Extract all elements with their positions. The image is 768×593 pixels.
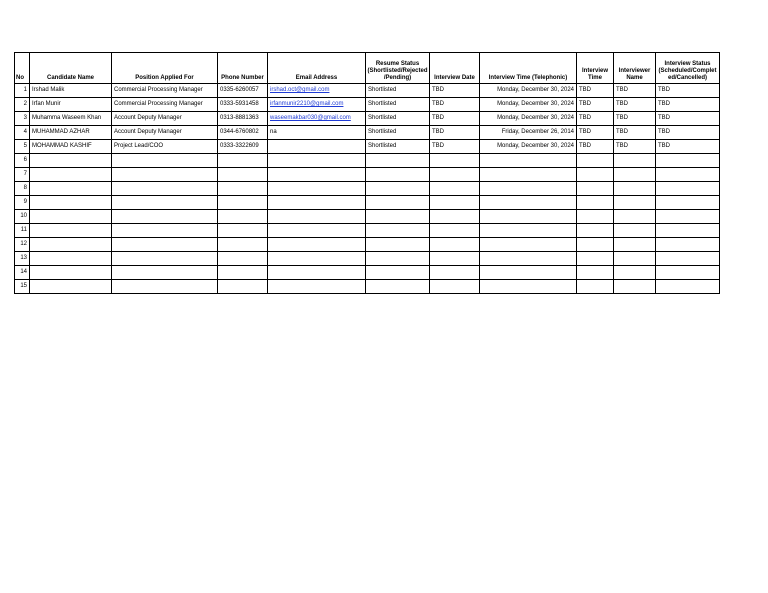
interview-time-cell[interactable]	[480, 196, 577, 210]
candidate-name-cell[interactable]	[30, 252, 112, 266]
phone-cell[interactable]: 0333-5931458	[218, 98, 268, 112]
interview-date-cell[interactable]: TBD	[430, 140, 480, 154]
interviewer-cell[interactable]	[614, 168, 656, 182]
email-cell[interactable]	[268, 280, 366, 294]
interview-time2-cell[interactable]	[577, 238, 614, 252]
phone-cell[interactable]	[218, 224, 268, 238]
interview-time-cell[interactable]	[480, 238, 577, 252]
row-number[interactable]: 13	[15, 252, 30, 266]
header-candidate-name: Candidate Name	[30, 53, 112, 84]
candidate-table	[14, 52, 720, 294]
interview-time2-cell[interactable]: TBD	[577, 98, 614, 112]
table-row	[15, 224, 720, 238]
interviewer-cell[interactable]: TBD	[614, 98, 656, 112]
resume-status-cell[interactable]	[366, 168, 430, 182]
position-cell[interactable]	[112, 182, 218, 196]
table-row	[15, 98, 720, 112]
interview-status-cell[interactable]	[656, 238, 720, 252]
table-row	[15, 280, 720, 294]
phone-cell[interactable]	[218, 266, 268, 280]
row-number[interactable]: 5	[15, 140, 30, 154]
interview-time-cell[interactable]: Monday, December 30, 2024	[480, 112, 577, 126]
resume-status-cell[interactable]	[366, 224, 430, 238]
interviewer-cell[interactable]: TBD	[614, 140, 656, 154]
candidate-name-cell[interactable]	[30, 266, 112, 280]
phone-cell[interactable]	[218, 280, 268, 294]
interviewer-cell[interactable]	[614, 280, 656, 294]
interview-time-cell[interactable]	[480, 182, 577, 196]
phone-cell[interactable]	[218, 168, 268, 182]
resume-status-cell[interactable]: Shortlisted	[366, 112, 430, 126]
row-number[interactable]: 12	[15, 238, 30, 252]
phone-cell[interactable]	[218, 196, 268, 210]
table-row	[15, 238, 720, 252]
candidate-name-cell[interactable]	[30, 224, 112, 238]
interview-status-cell[interactable]	[656, 252, 720, 266]
row-number[interactable]: 4	[15, 126, 30, 140]
candidate-name-cell[interactable]: Irshad Malik	[30, 84, 112, 98]
candidate-name-cell[interactable]: MUHAMMAD AZHAR	[30, 126, 112, 140]
interview-time-cell[interactable]	[480, 210, 577, 224]
email-cell[interactable]	[268, 252, 366, 266]
interviewer-cell[interactable]: TBD	[614, 84, 656, 98]
position-cell[interactable]: Commercial Processing Manager	[112, 84, 218, 98]
row-number[interactable]: 10	[15, 210, 30, 224]
interview-status-cell[interactable]	[656, 224, 720, 238]
header-phone: Phone Number	[218, 53, 268, 84]
email-cell[interactable]	[268, 210, 366, 224]
position-cell[interactable]	[112, 224, 218, 238]
interview-time-cell[interactable]	[480, 252, 577, 266]
phone-cell[interactable]	[218, 182, 268, 196]
resume-status-cell[interactable]	[366, 182, 430, 196]
phone-cell[interactable]: 0335-6260057	[218, 84, 268, 98]
position-cell[interactable]: Project Lead/COO	[112, 140, 218, 154]
email-cell[interactable]	[268, 154, 366, 168]
interview-status-cell[interactable]: TBD	[656, 126, 720, 140]
table-row	[15, 112, 720, 126]
email-cell[interactable]	[268, 196, 366, 210]
interview-date-cell[interactable]: TBD	[430, 126, 480, 140]
candidate-name-cell[interactable]	[30, 154, 112, 168]
header-interview-time: Interview Time	[577, 53, 614, 84]
interview-status-cell[interactable]	[656, 266, 720, 280]
candidate-name-cell[interactable]	[30, 238, 112, 252]
header-email: Email Address	[268, 53, 366, 84]
candidate-name-cell[interactable]	[30, 196, 112, 210]
interview-status-cell[interactable]: TBD	[656, 98, 720, 112]
email-cell[interactable]	[268, 266, 366, 280]
row-number[interactable]: 3	[15, 112, 30, 126]
interview-date-cell[interactable]	[430, 224, 480, 238]
interviewer-cell[interactable]	[614, 252, 656, 266]
interview-time-cell[interactable]	[480, 168, 577, 182]
interview-status-cell[interactable]: TBD	[656, 84, 720, 98]
email-cell[interactable]	[268, 112, 366, 126]
interview-date-cell[interactable]	[430, 238, 480, 252]
email-cell[interactable]	[268, 182, 366, 196]
interview-time2-cell[interactable]: TBD	[577, 140, 614, 154]
interview-date-cell[interactable]: TBD	[430, 98, 480, 112]
table-row	[15, 126, 720, 140]
email-cell[interactable]	[268, 84, 366, 98]
interview-status-cell[interactable]	[656, 210, 720, 224]
interview-time2-cell[interactable]	[577, 168, 614, 182]
interview-time-cell[interactable]	[480, 266, 577, 280]
email-cell[interactable]	[268, 98, 366, 112]
email-cell[interactable]	[268, 224, 366, 238]
interview-time2-cell[interactable]	[577, 182, 614, 196]
interviewer-cell[interactable]	[614, 266, 656, 280]
interview-date-cell[interactable]	[430, 210, 480, 224]
resume-status-cell[interactable]	[366, 252, 430, 266]
position-cell[interactable]	[112, 154, 218, 168]
resume-status-cell[interactable]	[366, 210, 430, 224]
position-cell[interactable]	[112, 210, 218, 224]
resume-status-cell[interactable]	[366, 238, 430, 252]
header-row	[15, 53, 720, 84]
phone-cell[interactable]: 0333-3322609	[218, 140, 268, 154]
row-number[interactable]: 11	[15, 224, 30, 238]
position-cell[interactable]	[112, 280, 218, 294]
resume-status-cell[interactable]	[366, 266, 430, 280]
phone-cell[interactable]	[218, 154, 268, 168]
interview-time2-cell[interactable]	[577, 266, 614, 280]
position-cell[interactable]	[112, 252, 218, 266]
candidate-name-cell[interactable]	[30, 210, 112, 224]
candidate-name-cell[interactable]	[30, 182, 112, 196]
interviewer-cell[interactable]	[614, 182, 656, 196]
interview-time-cell[interactable]: Monday, December 30, 2024	[480, 84, 577, 98]
resume-status-cell[interactable]: Shortlisted	[366, 126, 430, 140]
interviewer-cell[interactable]	[614, 238, 656, 252]
candidate-name-cell[interactable]: MOHAMMAD KASHIF	[30, 140, 112, 154]
interview-time-cell[interactable]: Monday, December 30, 2024	[480, 98, 577, 112]
interview-time2-cell[interactable]	[577, 154, 614, 168]
interview-date-cell[interactable]	[430, 154, 480, 168]
header-interview-time-telephonic: Interview Time (Telephonic)	[480, 53, 577, 84]
phone-cell[interactable]	[218, 252, 268, 266]
interview-date-cell[interactable]: TBD	[430, 112, 480, 126]
resume-status-cell[interactable]: Shortlisted	[366, 98, 430, 112]
interview-status-cell[interactable]: TBD	[656, 140, 720, 154]
interview-date-cell[interactable]	[430, 280, 480, 294]
email-cell[interactable]	[268, 238, 366, 252]
interviewer-cell[interactable]	[614, 210, 656, 224]
resume-status-cell[interactable]	[366, 154, 430, 168]
resume-status-cell[interactable]: Shortlisted	[366, 140, 430, 154]
interview-time-cell[interactable]	[480, 224, 577, 238]
resume-status-cell[interactable]	[366, 280, 430, 294]
interview-date-cell[interactable]	[430, 182, 480, 196]
header-resume-status: Resume Status (Shortlisted/Rejected /Pending)	[366, 53, 430, 84]
interview-date-cell[interactable]	[430, 266, 480, 280]
resume-status-cell[interactable]	[366, 196, 430, 210]
interview-date-cell[interactable]	[430, 196, 480, 210]
position-cell[interactable]	[112, 238, 218, 252]
table-row	[15, 210, 720, 224]
email-cell[interactable]	[268, 140, 366, 154]
header-interview-date: Interview Date	[430, 53, 480, 84]
interview-status-cell[interactable]: TBD	[656, 112, 720, 126]
interview-time2-cell[interactable]	[577, 252, 614, 266]
position-cell[interactable]: Account Deputy Manager	[112, 126, 218, 140]
email-cell[interactable]: na	[268, 126, 366, 140]
email-link[interactable]: waseemakbar030@gmail.com	[270, 115, 351, 122]
row-number[interactable]: 14	[15, 266, 30, 280]
table-row	[15, 140, 720, 154]
interview-time2-cell[interactable]	[577, 196, 614, 210]
header-position: Position Applied For	[112, 53, 218, 84]
interviewer-cell[interactable]: TBD	[614, 126, 656, 140]
interviewer-cell[interactable]	[614, 154, 656, 168]
position-cell[interactable]	[112, 266, 218, 280]
phone-cell[interactable]	[218, 210, 268, 224]
interview-status-cell[interactable]	[656, 280, 720, 294]
phone-cell[interactable]	[218, 238, 268, 252]
row-number[interactable]: 2	[15, 98, 30, 112]
interview-time-cell[interactable]	[480, 154, 577, 168]
interview-status-cell[interactable]	[656, 196, 720, 210]
phone-cell[interactable]: 0313-8881363	[218, 112, 268, 126]
interviewer-cell[interactable]	[614, 224, 656, 238]
interview-time-cell[interactable]	[480, 280, 577, 294]
header-no: No	[15, 53, 30, 84]
email-link[interactable]: irfanmunir2210@gmail.com	[270, 101, 344, 108]
interview-date-cell[interactable]	[430, 168, 480, 182]
interviewer-cell[interactable]: TBD	[614, 112, 656, 126]
interviewer-cell[interactable]	[614, 196, 656, 210]
header-interviewer-name: Interviewer Name	[614, 53, 656, 84]
table-row	[15, 182, 720, 196]
position-cell[interactable]: Account Deputy Manager	[112, 112, 218, 126]
candidate-name-cell[interactable]	[30, 168, 112, 182]
row-number[interactable]: 9	[15, 196, 30, 210]
interview-time2-cell[interactable]	[577, 210, 614, 224]
phone-cell[interactable]: 0344-6760802	[218, 126, 268, 140]
row-number[interactable]: 7	[15, 168, 30, 182]
interview-status-cell[interactable]	[656, 154, 720, 168]
interview-date-cell[interactable]: TBD	[430, 84, 480, 98]
position-cell[interactable]	[112, 196, 218, 210]
interview-time2-cell[interactable]: TBD	[577, 84, 614, 98]
candidate-name-cell[interactable]	[30, 280, 112, 294]
position-cell[interactable]	[112, 168, 218, 182]
resume-status-cell[interactable]: Shortlisted	[366, 84, 430, 98]
interview-status-cell[interactable]	[656, 168, 720, 182]
table-row	[15, 84, 720, 98]
interview-time2-cell[interactable]: TBD	[577, 112, 614, 126]
row-number[interactable]: 8	[15, 182, 30, 196]
row-number[interactable]: 1	[15, 84, 30, 98]
row-number[interactable]: 15	[15, 280, 30, 294]
table-row	[15, 266, 720, 280]
header-interview-status: Interview Status (Scheduled/Complet ed/Cancelled)	[656, 53, 720, 84]
position-cell[interactable]: Commercial Processing Manager	[112, 98, 218, 112]
interview-status-cell[interactable]	[656, 182, 720, 196]
table-row	[15, 196, 720, 210]
interview-time-cell[interactable]: Friday, December 26, 2014	[480, 126, 577, 140]
interview-time2-cell[interactable]	[577, 280, 614, 294]
candidate-name-cell[interactable]: Irfan Munir	[30, 98, 112, 112]
email-link[interactable]: irshad.oct@gmail.com	[270, 87, 330, 94]
table-row	[15, 154, 720, 168]
interview-date-cell[interactable]	[430, 252, 480, 266]
interview-time2-cell[interactable]: TBD	[577, 126, 614, 140]
table-row	[15, 252, 720, 266]
table-row	[15, 168, 720, 182]
interview-time2-cell[interactable]	[577, 224, 614, 238]
interview-time-cell[interactable]: Monday, December 30, 2024	[480, 140, 577, 154]
row-number[interactable]: 6	[15, 154, 30, 168]
candidate-name-cell[interactable]: Muhamma Waseem Khan	[30, 112, 112, 126]
email-cell[interactable]	[268, 168, 366, 182]
